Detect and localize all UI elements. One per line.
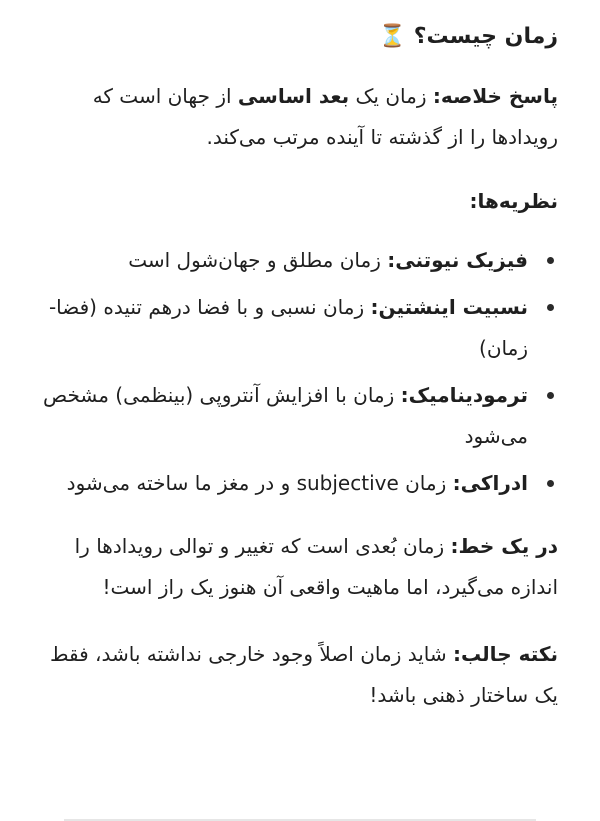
summary-paragraph (42, 76, 558, 158)
hourglass-icon: ⏳ (378, 24, 407, 49)
theory-label: ادراکی: (452, 471, 528, 495)
summary-label: پاسخ خلاصه: (432, 84, 558, 108)
title-text: زمان چیست؟ (413, 24, 558, 49)
note-text: شاید زمان اصلاً وجود خارجی نداشته باشد، فقط یک ساختار ذهنی باشد! (50, 642, 558, 707)
theory-label: فیزیک نیوتنی: (387, 248, 528, 272)
theory-text: زمان با افزایش آنتروپی (بینظمی) مشخص می‌شود (42, 383, 528, 448)
theory-text: زمان subjective و در مغز ما ساخته می‌شود (66, 471, 453, 495)
one-line-text: زمان بُعدی است که تغییر و توالی رویدادها را اندازه می‌گیرد، اما ماهیت واقعی آن هنوز یک راز است! (74, 534, 558, 599)
bullet-icon (547, 257, 554, 264)
bullet-icon (547, 392, 554, 399)
summary-text-after: از جهان است که رویدادها را از گذشته تا آینده مرتب می‌کند. (92, 84, 558, 149)
theory-label: نسبیت اینشتین: (370, 295, 528, 319)
theories-list (42, 240, 558, 504)
summary-text-before: زمان یک (349, 84, 433, 108)
note-label: نکته جالب: (453, 642, 558, 666)
list-item (42, 375, 558, 457)
summary-bold-phrase: بعد اساسی (237, 84, 350, 108)
note-paragraph (42, 634, 558, 716)
one-line-paragraph (42, 526, 558, 608)
bullet-icon (547, 480, 554, 487)
list-item (42, 240, 558, 281)
theory-label: ترمودینامیک: (400, 383, 528, 407)
list-item (42, 463, 558, 504)
page-title (42, 20, 558, 54)
one-line-label: در یک خط: (450, 534, 558, 558)
theory-text: زمان مطلق و جهان‌شول است (128, 248, 388, 272)
theories-heading: نظریه‌ها: (469, 189, 558, 213)
list-item (42, 287, 558, 369)
bullet-icon (547, 304, 554, 311)
theory-text: زمان نسبی و با فضا درهم تنیده (فضا-زمان) (48, 295, 528, 360)
